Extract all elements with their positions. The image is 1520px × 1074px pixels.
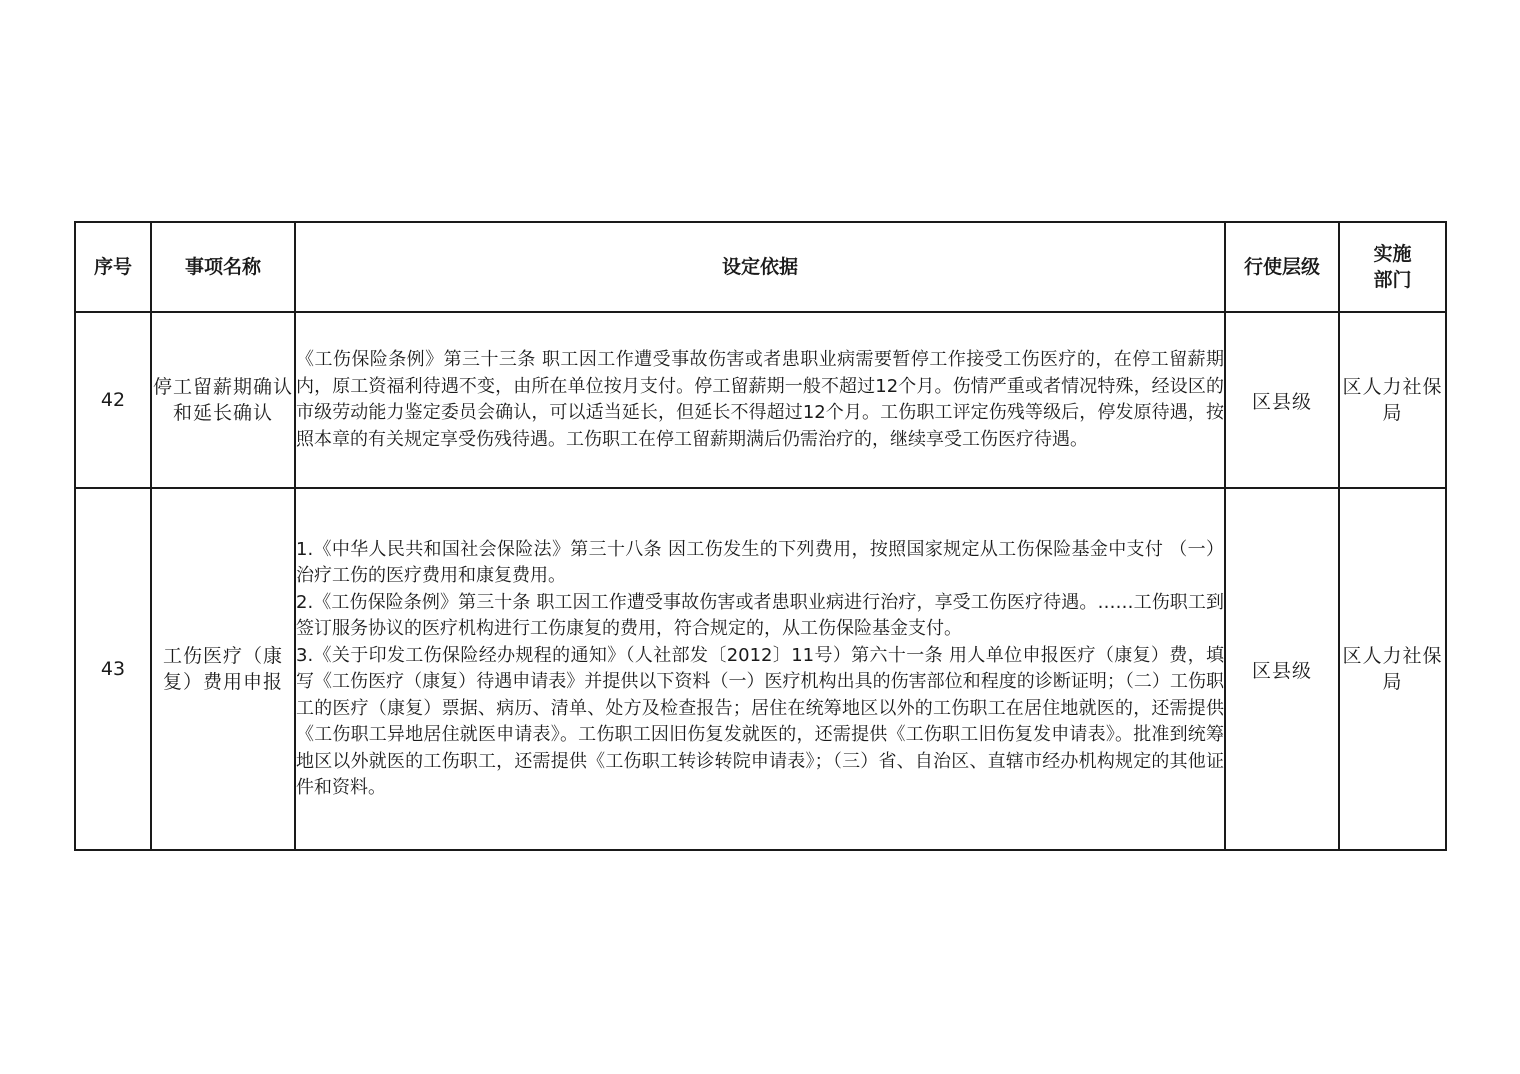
row-number: 42 (75, 312, 151, 488)
legal-basis (295, 312, 1225, 488)
header-name: 事项名称 (151, 222, 295, 312)
table-row (75, 488, 1446, 850)
basis-paragraph: 2.《工伤保险条例》第三十条 职工因工作遭受事故伤害或者患职业病进行治疗，享受工伤医疗待遇。……工伤职工到签订服务协议的医疗机构进行工伤康复的费用，符合规定的，从工伤保险基金支付。 (296, 591, 1224, 639)
items-table (74, 221, 1447, 851)
exercise-level: 区县级 (1225, 488, 1339, 850)
basis-paragraph: 《工伤保险条例》第三十三条 职工因工作遭受事故伤害或者患职业病需要暂停工作接受工伤医疗的，在停工留薪期内，原工资福利待遇不变，由所在单位按月支付。停工留薪期一般不超过12个月。伤情严重或者情况特殊，经设区的市级劳动能力鉴定委员会确认，可以适当延长，但延长不得超过12个月。工伤职工评定伤残等级后，停发原待遇，按照本章的有关规定享受伤残待遇。工伤职工在停工留薪期满后仍需治疗的，继续享受工伤医疗待遇。 (296, 349, 1224, 450)
header-level: 行使层级 (1225, 222, 1339, 312)
row-number: 43 (75, 488, 151, 850)
header-dept (1339, 222, 1446, 312)
header-num: 序号 (75, 222, 151, 312)
header-dept-line1: 实施 (1373, 243, 1412, 265)
implementing-department: 区人力社保局 (1339, 312, 1446, 488)
header-row (75, 222, 1446, 312)
basis-paragraph: 3.《关于印发工伤保险经办规程的通知》（人社部发〔2012〕11号）第六十一条 用人单位申报医疗（康复）费，填写《工伤医疗（康复）待遇申请表》并提供以下资料（一）医疗机构出具的伤害部位和程度的诊断证明；（二）工伤职工的医疗（康复）票据、病历、清单、处方及检查报告；居住在统筹地区以外的工伤职工在居住地就医的，还需提供《工伤职工异地居住就医申请表》。工伤职工因旧伤复发就医的，还需提供《工伤职工旧伤复发申请表》。批准到统筹地区以外就医的工伤职工，还需提供《工伤职工转诊转院申请表》；（三）省、自治区、直辖市经办机构规定的其他证件和资料。 (296, 644, 1224, 798)
implementing-department: 区人力社保局 (1339, 488, 1446, 850)
header-basis: 设定依据 (295, 222, 1225, 312)
header-dept-line2: 部门 (1373, 269, 1412, 291)
legal-basis (295, 488, 1225, 850)
basis-paragraph: 1.《中华人民共和国社会保险法》第三十八条 因工伤发生的下列费用，按照国家规定从工伤保险基金中支付 （一）治疗工伤的医疗费用和康复费用。 (296, 538, 1224, 586)
item-name: 工伤医疗（康复）费用申报 (151, 488, 295, 850)
exercise-level: 区县级 (1225, 312, 1339, 488)
item-name: 停工留薪期确认和延长确认 (151, 312, 295, 488)
table-row (75, 312, 1446, 488)
